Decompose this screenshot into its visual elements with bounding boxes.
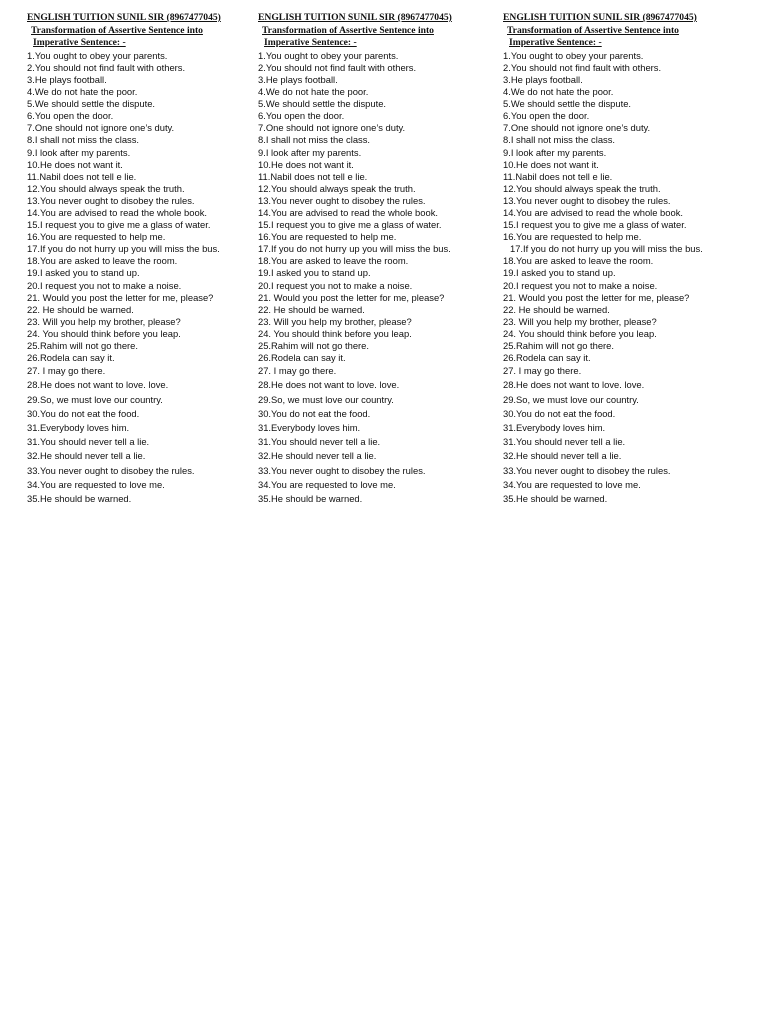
list-item: 25.Rahim will not go there. [503,340,614,352]
list-item: 31.Everybody loves him. [27,422,130,434]
list-item: 28.He does not want to love. love. [27,379,169,391]
list-item: 4.We do not hate the poor. [258,86,369,98]
list-item: 33.You never ought to disobey the rules. [27,464,195,476]
list-item: 28.He does not want to love. love. [258,379,400,391]
list-item: 33.You never ought to disobey the rules. [258,464,426,476]
list-item: 34.You are requested to love me. [503,478,641,490]
list-item: 16.You are requested to help me. [503,231,642,243]
list-item: 27. I may go there. [27,365,106,377]
list-item: 5.We should settle the dispute. [27,98,156,110]
list-item: 31.You should never tell a lie. [27,436,150,448]
list-item: 35.He should be warned. [503,493,608,505]
list-item: 8.I shall not miss the class. [503,134,616,146]
list-item: 35.He should be warned. [27,493,132,505]
list-item: 16.You are requested to help me. [27,231,166,243]
list-item: 18.You are asked to leave the room. [258,255,409,267]
list-item: 29.So, we must love our country. [27,393,163,405]
list-item: 13.You never ought to disobey the rules. [258,194,426,206]
list-item: 15.I request you to give me a glass of water. [27,219,211,231]
sentence-list [27,50,267,506]
list-item: 1.You ought to obey your parents. [258,49,399,61]
list-item: 15.I request you to give me a glass of water. [258,219,442,231]
list-item: 32.He should never tell a lie. [258,450,377,462]
header-subtitle-line1: Transformation of Assertive Sentence into [507,24,679,36]
list-item: 3.He plays football. [503,73,583,85]
list-item: 30.You do not eat the food. [258,407,371,419]
list-item: 30.You do not eat the food. [503,407,616,419]
list-item: 32.He should never tell a lie. [27,450,146,462]
sentence-list [503,50,743,506]
list-item: 28.He does not want to love. love. [503,379,645,391]
list-item: 25.Rahim will not go there. [27,340,138,352]
sentence-list [258,50,498,506]
list-item: 14.You are advised to read the whole book. [27,207,207,218]
list-item: 11.Nabil does not tell e lie. [27,170,137,182]
list-item: 17.If you do not hurry up you will miss the bus. [27,243,220,255]
list-item: 9.I look after my parents. [258,146,362,158]
list-item: 26.Rodela can say it. [258,352,346,364]
header-subtitle-line2: Imperative Sentence: - [33,37,126,49]
list-item: 7.One should not ignore one’s duty. [27,122,175,134]
list-item: 24. You should think before you leap. [258,327,412,339]
list-item: 12.You should always speak the truth. [258,182,416,194]
list-item: 17.If you do not hurry up you will miss the bus. [258,243,451,255]
list-item: 17.If you do not hurry up you will miss the bus. [510,243,703,255]
list-item: 21. Would you post the letter for me, please? [27,291,214,303]
list-item: 26.Rodela can say it. [27,352,115,364]
list-item: 29.So, we must love our country. [258,393,394,405]
list-item: 25.Rahim will not go there. [258,340,369,352]
list-item: 9.I look after my parents. [503,146,607,158]
list-item: 12.You should always speak the truth. [27,182,185,194]
list-item: 12.You should always speak the truth. [503,182,661,194]
header-subtitle-line1: Transformation of Assertive Sentence into [31,24,203,36]
column-2 [258,12,498,506]
list-item: 22. He should be warned. [258,303,365,315]
list-item: 21. Would you post the letter for me, please? [258,291,445,303]
list-item: 35.He should be warned. [258,493,363,505]
list-item: 34.You are requested to love me. [258,478,396,490]
list-item: 18.You are asked to leave the room. [27,255,178,267]
list-item: 31.You should never tell a lie. [258,436,381,448]
header-subtitle-line2: Imperative Sentence: - [509,37,602,49]
list-item: 5.We should settle the dispute. [258,98,387,110]
list-item: 11.Nabil does not tell e lie. [258,170,368,182]
list-item: 32.He should never tell a lie. [503,450,622,462]
list-item: 31.You should never tell a lie. [503,436,626,448]
list-item: 13.You never ought to disobey the rules. [27,194,195,206]
header-subtitle-line1: Transformation of Assertive Sentence into [262,24,434,36]
list-item: 20.I request you not to make a noise. [258,279,413,291]
header-title: ENGLISH TUITION SUNIL SIR (8967477045) [503,12,697,23]
list-item: 11.Nabil does not tell e lie. [503,170,613,182]
list-item: 19.I asked you to stand up. [503,267,616,279]
list-item: 27. I may go there. [258,365,337,377]
list-item: 8.I shall not miss the class. [27,134,140,146]
list-item: 16.You are requested to help me. [258,231,397,243]
list-item: 10.He does not want it. [503,158,599,170]
list-item: 22. He should be warned. [27,303,134,315]
list-item: 3.He plays football. [27,73,107,85]
list-item: 19.I asked you to stand up. [258,267,371,279]
list-item: 22. He should be warned. [503,303,610,315]
list-item: 19.I asked you to stand up. [27,267,140,279]
column-1 [27,12,267,506]
list-item: 6.You open the door. [258,110,345,122]
list-item: 1.You ought to obey your parents. [27,49,168,61]
list-item: 20.I request you not to make a noise. [503,279,658,291]
list-item: 24. You should think before you leap. [27,327,181,339]
list-item: 2.You should not find fault with others. [258,61,417,73]
list-item: 21. Would you post the letter for me, please? [503,291,690,303]
list-item: 4.We do not hate the poor. [503,86,614,98]
header-title: ENGLISH TUITION SUNIL SIR (8967477045) [258,12,452,23]
list-item: 23. Will you help my brother, please? [258,315,412,327]
list-item: 33.You never ought to disobey the rules. [503,464,671,476]
list-item: 31.Everybody loves him. [258,422,361,434]
list-item: 27. I may go there. [503,365,582,377]
list-item: 10.He does not want it. [258,158,354,170]
list-item: 5.We should settle the dispute. [503,98,632,110]
list-item: 23. Will you help my brother, please? [27,315,181,327]
header-title: ENGLISH TUITION SUNIL SIR (8967477045) [27,12,221,23]
list-item: 24. You should think before you leap. [503,327,657,339]
list-item: 23. Will you help my brother, please? [503,315,657,327]
list-item: 31.Everybody loves him. [503,422,606,434]
list-item: 2.You should not find fault with others. [503,61,662,73]
list-item: 26.Rodela can say it. [503,352,591,364]
list-item: 29.So, we must love our country. [503,393,639,405]
list-item: 15.I request you to give me a glass of water. [503,219,687,231]
list-item: 18.You are asked to leave the room. [503,255,654,267]
list-item: 2.You should not find fault with others. [27,61,186,73]
list-item: 4.We do not hate the poor. [27,86,138,98]
list-item: 14.You are advised to read the whole book. [258,207,438,218]
list-item: 34.You are requested to love me. [27,478,165,490]
list-item: 20.I request you not to make a noise. [27,279,182,291]
list-item: 7.One should not ignore one’s duty. [258,122,406,134]
column-3 [503,12,743,506]
list-item: 30.You do not eat the food. [27,407,140,419]
list-item: 3.He plays football. [258,73,338,85]
header-subtitle-line2: Imperative Sentence: - [264,37,357,49]
list-item: 9.I look after my parents. [27,146,131,158]
list-item: 1.You ought to obey your parents. [503,49,644,61]
list-item: 6.You open the door. [27,110,114,122]
list-item: 6.You open the door. [503,110,590,122]
list-item: 7.One should not ignore one’s duty. [503,122,651,134]
list-item: 8.I shall not miss the class. [258,134,371,146]
list-item: 14.You are advised to read the whole book. [503,207,683,218]
list-item: 13.You never ought to disobey the rules. [503,194,671,206]
list-item: 10.He does not want it. [27,158,123,170]
